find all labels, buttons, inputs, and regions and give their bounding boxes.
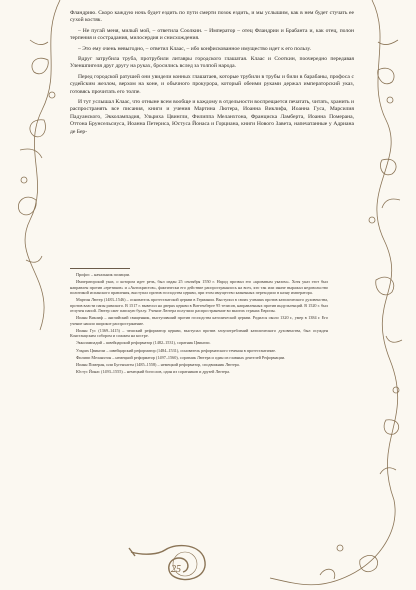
paragraph: – Это ему очень невыгодно, – ответил Клаас, – ибо конфискованное имущество идет к его пользу. <box>78 45 311 52</box>
footnote: Юстус Йонас (1493–1555) – немецкий богослов, один из соратников и друзей Лютера. <box>76 369 231 375</box>
footnote: Ульрих Цвингли – швейцарский реформатор (1484–1531), основатель реформатского течения в протестантизме. <box>76 347 276 353</box>
paragraph: Вдруг затрубила труба, протрубили литавры городского глашатая. Клаас и Сооткин, поочередно передавая Уленшпигеля друг другу на руках, бросились вслед за толпой народа. <box>70 56 354 70</box>
footnote: Профос – начальник полиции. <box>76 272 131 277</box>
footnotes <box>70 272 328 376</box>
footnote: Филипп Меланхтон – немецкий реформатор (1497–1560), соратник Лютера и один из главных деятелей Реформации. <box>76 354 286 360</box>
page-number: 25 <box>171 564 181 575</box>
footnote-separator <box>70 268 130 269</box>
paragraph: – Не пугай меня, милый мой, – ответила Соолкин. – Император – отец Фландрии и Брабанта и, как отец, полон терпения и сострадания, милосердия и снисхождения. <box>70 27 354 42</box>
footnote: Мартин Лютер (1483–1546) – основатель протестантской церкви в Германии. Выступил в своих учениях против католического духовенства, против власти папы римского. В 1517 г. вывесил на дверях церкви в Виттенберге 95 тезисов, направленных против индульгенций. В 1520 г. был отлучен папой. Лютер сжег папскую буллу. Учение Лютера получило распространение во многих странах Европы. <box>70 297 328 314</box>
paragraph: И тут услышал Клаас, что отныне всем вообще и каждому в отдельности воспрещается печатать, читать, хранить и распространять все писания, книги и учения Мартина Лютера, Иоанна Виклифа, Иоанна Гуса, Марсилия Падуанского, Экколампадия, Ульриха Цвингли, Филиппа Меланхтона, Франциска Ламберта, Иоанна Померана, Оттона Брунсельсиуса, Иоанна Петериса, Юстуса Йонаса и Горциана, книги Нового Завета, напечатанные у Адриана де Бер- <box>70 99 354 135</box>
footnote: Иоанн Виклиф – английский священник, выступавший против господства католической церкви. Родился около 1320 г., умер в 1384 г. Его учение нашло широкое распространение. <box>70 315 328 326</box>
footnote: Иоанн Гус (1369–1415) – чешский реформатор церкви, выступал против злоупотреблений католического духовенства, был осужден Констанцским собором и сожжен на костре. <box>70 327 328 339</box>
footnote: Императорский указ, о котором идет речь, был издан 25 сентября 1550 г. Народ прозвал его «кровавым указом». Хотя указ этот был направлен против «еретиков» и «Aнтихристов», фактически его действие распространялось на всех, кто так или иначе выражал недовольство политикой испанского правления, выступал против господства церкви, при этом имущество казненных переходило в казну императора. <box>70 279 328 296</box>
footnote: Экколампадий – швейцарский реформатор (1482–1531), соратник Цвингли. <box>76 340 211 346</box>
paragraph: Перед городской ратушей они увидели конных глашатаев, которые трубили в трубы и били в барабаны, профоса с судейским жезлом, верхом на коне, и обычного прокурора, который обеими руками держал императорский указ, готовясь прочитать его толпе. <box>70 73 354 95</box>
paragraph: Фландрию. Скоро каждую ночь будет ездить по пути смерти позок ездить, и мы услышим, как в нем будет стучать ее сухой костяк. <box>70 10 354 24</box>
main-text <box>70 10 354 139</box>
footnote: Иоанн Померан, или Бугенхаген (1485–1558) – немецкий реформатор, сподвижник Лютера. <box>76 362 240 368</box>
